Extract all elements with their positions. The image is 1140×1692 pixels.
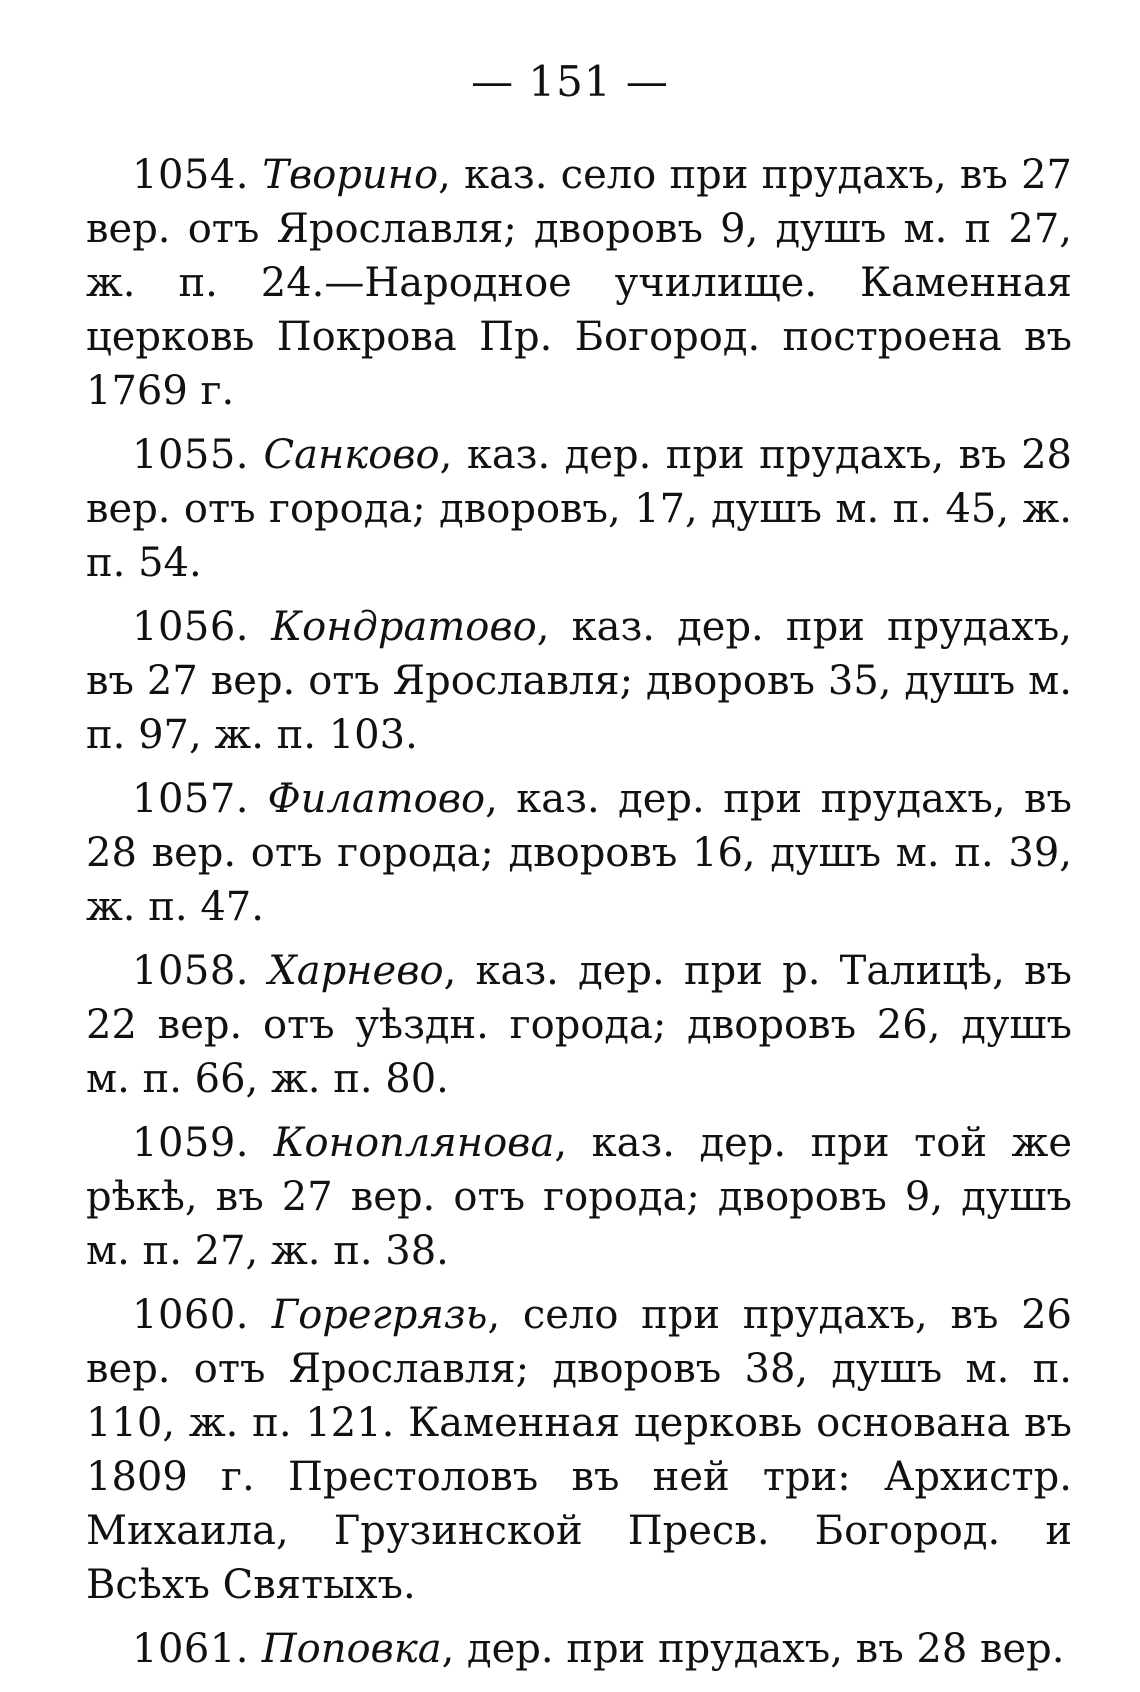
entry-1054: [86, 148, 1072, 418]
entry-description: , село при прудахъ, въ 26 вер. отъ Ярославля; дворовъ 38, душъ м. п. 110, ж. п. 121. Каменная церковь основана въ 1809 г. Престоловъ въ ней три: Архистр. Михаила, Грузинской Пресв. Богород. и Всѣхъ Святыхъ.: [86, 1292, 1072, 1608]
place-name: Кондратово: [271, 604, 537, 650]
entry-description: , каз. дер. при прудахъ, въ 28 вер. отъ города; дворовъ 16, душъ м. п. 39, ж. п. 47.: [86, 776, 1072, 930]
place-name: Творино: [262, 152, 439, 198]
entry-number: 1061.: [132, 1626, 250, 1672]
entry-number: 1056.: [132, 604, 250, 650]
entry-number: 1060.: [132, 1292, 250, 1338]
entry-description: , каз. дер. при прудахъ, въ 27 вер. отъ Ярославля; дворовъ 35, душъ м. п. 97, ж. п. 103.: [86, 604, 1072, 758]
entry-description: , каз. дер. при р. Талицѣ, въ 22 вер. отъ уѣздн. города; дворовъ 26, душъ м. п. 66, ж. п. 80.: [86, 948, 1073, 1102]
entry-description: , дер. при прудахъ, въ 28 вер.: [441, 1626, 1065, 1672]
place-name: Харнево: [268, 948, 444, 994]
entry-1060: [86, 1288, 1072, 1612]
place-name: Филатово: [267, 776, 486, 822]
entry-1057: [86, 772, 1072, 934]
entry-1055: [86, 428, 1072, 590]
place-name: Горегрязь: [271, 1292, 488, 1338]
place-name: Коноплянова: [273, 1120, 555, 1166]
entry-1059: [86, 1116, 1072, 1278]
entry-description: , каз. дер. при прудахъ, въ 28 вер. отъ города; дворовъ, 17, душъ м. п. 45, ж. п. 54.: [86, 432, 1073, 586]
gazetteer-entries: [86, 148, 1072, 1686]
entry-number: 1055.: [132, 432, 250, 478]
entry-number: 1059.: [132, 1120, 250, 1166]
place-name: Поповка: [261, 1626, 442, 1672]
entry-number: 1058.: [132, 948, 250, 994]
entry-1058: [86, 944, 1072, 1106]
entry-1056: [86, 600, 1072, 762]
page-number: — 151 —: [471, 57, 669, 106]
entry-description: , каз. село при прудахъ, въ 27 вер. отъ Ярославля; дворовъ 9, душъ м. п 27, ж. п. 24.—Народное училище. Каменная церковь Покрова Пр. Богород. построена въ 1769 г.: [86, 152, 1072, 414]
entry-number: 1054.: [132, 152, 250, 198]
entry-1061: [86, 1622, 1072, 1676]
entry-description: , каз. дер. при той же рѣкѣ, въ 27 вер. отъ города; дворовъ 9, душъ м. п. 27, ж. п. 38.: [86, 1120, 1072, 1274]
entry-number: 1057.: [132, 776, 250, 822]
place-name: Санково: [263, 432, 440, 478]
